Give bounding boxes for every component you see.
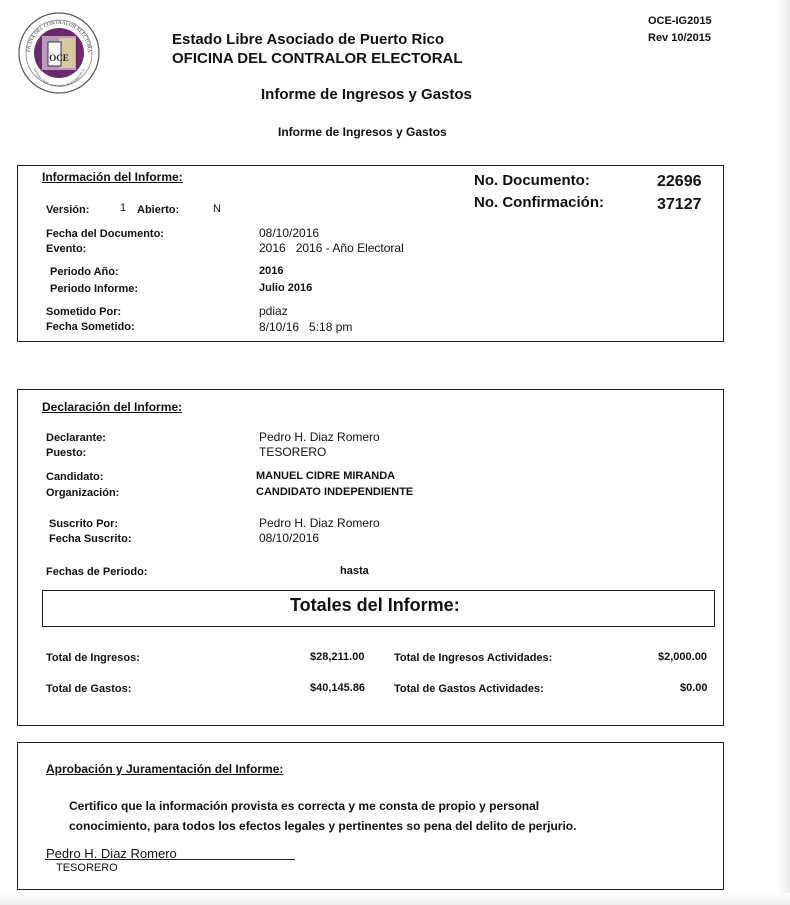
event-value: 2016 2016 - Año Electoral	[259, 241, 404, 255]
total-expenses-label: Total de Gastos:	[46, 683, 132, 695]
approval-statement-line1: Certifico que la información provista es correcta y me consta de propio y personal	[69, 799, 540, 813]
report-info-heading: Información del Informe:	[42, 170, 183, 184]
subscribed-by-value: Pedro H. Diaz Romero	[259, 516, 380, 530]
logo-letters: OCE	[49, 53, 69, 63]
declarant-label: Declarante:	[46, 432, 106, 444]
total-income-label: Total de Ingresos:	[46, 652, 140, 664]
version-value: 1	[120, 202, 127, 214]
declarant-value: Pedro H. Diaz Romero	[259, 430, 380, 444]
approval-statement-line2: conocimiento, para todos los efectos legales y pertinentes so pena del delito de perjurio.	[69, 819, 577, 833]
open-label: Abierto:	[137, 204, 180, 216]
totals-heading: Totales del Informe:	[290, 595, 460, 615]
version-label: Versión:	[46, 204, 90, 216]
subscribed-by-label: Suscrito Por:	[49, 518, 119, 530]
total-activity-income-label: Total de Ingresos Actividades:	[394, 652, 553, 664]
open-value: N	[213, 203, 221, 215]
declaration-heading: Declaración del Informe:	[42, 400, 183, 414]
period-report-label: Periodo Informe:	[50, 283, 139, 295]
form-code: OCE-IG2015	[648, 15, 712, 27]
period-report-value: Julio 2016	[259, 282, 313, 294]
oce-logo	[18, 12, 100, 94]
total-expenses-value: $40,145.86	[310, 682, 366, 694]
position-label: Puesto:	[46, 447, 87, 459]
subscribed-date-value: 08/10/2016	[259, 531, 320, 545]
total-activity-expenses-label: Total de Gastos Actividades:	[394, 683, 544, 695]
position-value: TESORERO	[259, 445, 327, 459]
confirmation-value: 37127	[657, 196, 702, 213]
revision: Rev 10/2015	[648, 32, 711, 44]
subscribed-date-label: Fecha Suscrito:	[49, 533, 132, 545]
candidate-value: MANUEL CIDRE MIRANDA	[256, 470, 396, 482]
approval-heading: Aprobación y Juramentación del Informe:	[46, 762, 284, 776]
submitted-by-label: Sometido Por:	[46, 306, 122, 318]
submitted-date-label: Fecha Sometido:	[46, 321, 135, 333]
event-label: Evento:	[46, 243, 87, 255]
period-dates-value: hasta	[340, 565, 369, 577]
office-name: OFICINA DEL CONTRALOR ELECTORAL	[172, 50, 463, 67]
period-dates-label: Fechas de Periodo:	[46, 566, 148, 578]
total-activity-expenses-value: $0.00	[680, 682, 708, 694]
doc-date-label: Fecha del Documento:	[46, 228, 164, 240]
page-title: Informe de Ingresos y Gastos	[261, 86, 472, 103]
period-year-value: 2016	[259, 265, 284, 277]
candidate-label: Candidato:	[46, 471, 104, 483]
logo-seal-text: FICINA DEL CONTRALOR ELECTORA	[25, 19, 93, 53]
doc-number-label: No. Documento:	[474, 172, 590, 189]
gov-name: Estado Libre Asociado de Puerto Rico	[172, 31, 444, 48]
organization-label: Organización:	[46, 487, 120, 499]
submitted-date-value: 8/10/16 5:18 pm	[259, 320, 353, 334]
organization-value: CANDIDATO INDEPENDIENTE	[256, 486, 414, 498]
page-edge-shadow-bottom	[0, 893, 790, 905]
doc-number-value: 22696	[657, 173, 702, 190]
doc-date-value: 08/10/2016	[259, 226, 320, 240]
signer-title: TESORERO	[56, 862, 118, 874]
signature-line	[45, 859, 295, 860]
page-subtitle: Informe de Ingresos y Gastos	[278, 125, 447, 139]
total-activity-income-value: $2,000.00	[658, 651, 707, 663]
signer-name: Pedro H. Diaz Romero	[46, 846, 177, 861]
confirmation-label: No. Confirmación:	[474, 194, 604, 211]
submitted-by-value: pdiaz	[259, 304, 288, 318]
total-income-value: $28,211.00	[310, 651, 365, 663]
logo-seal-subtext: ESTADO LIBRE ASOCIADO DE PUERTO RICO	[32, 67, 86, 89]
page-edge-shadow-right	[778, 0, 790, 905]
period-year-label: Periodo Año:	[50, 266, 119, 278]
